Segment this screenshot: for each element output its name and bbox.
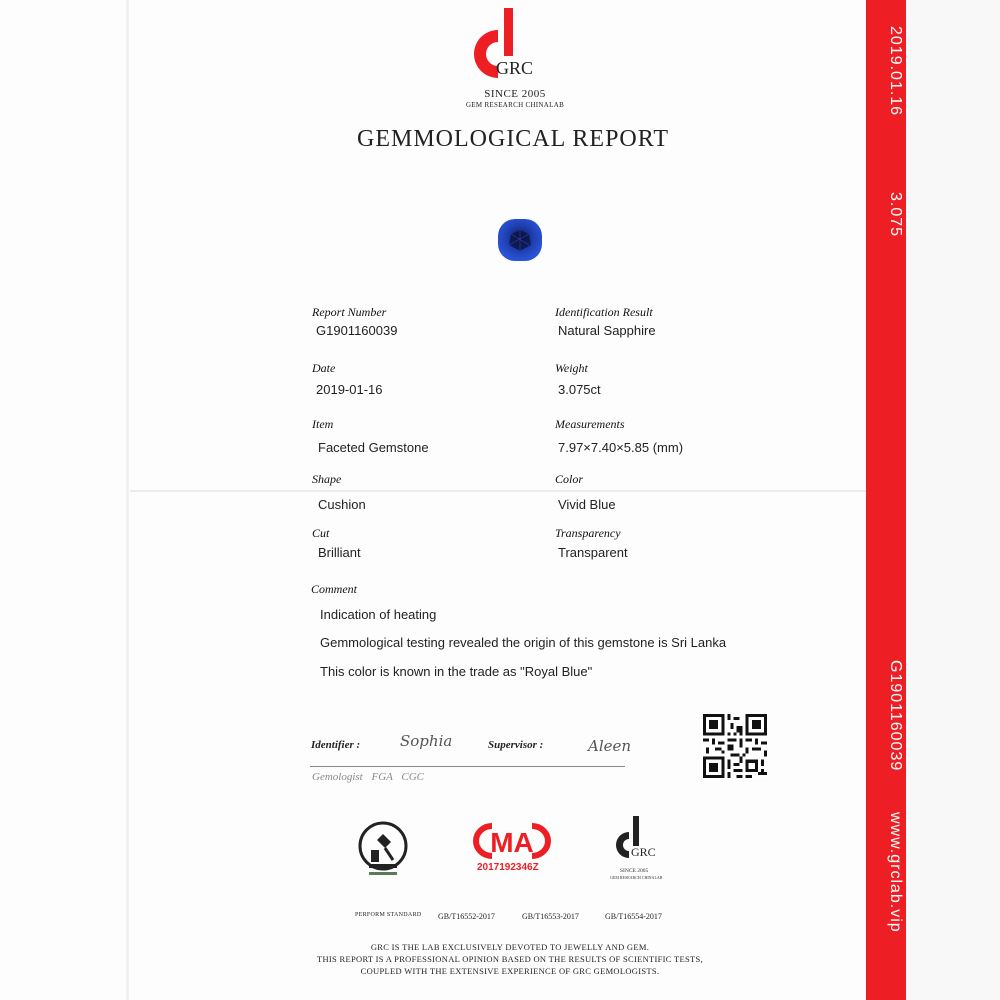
gemologist-credentials: Gemologist FGA CGC bbox=[312, 771, 425, 783]
standards-label: PERFORM STANDARD bbox=[355, 912, 422, 918]
comment-line: This color is known in the trade as "Royal Blue" bbox=[320, 664, 593, 679]
report-number-value: G1901160039 bbox=[316, 323, 398, 338]
footer-line: THIS REPORT IS A PROFESSIONAL OPINION BASED ON THE RESULTS OF SCIENTIFIC TESTS, bbox=[317, 954, 703, 964]
cma-number: 2017192346Z bbox=[477, 862, 539, 873]
footer-line: GRC IS THE LAB EXCLUSIVELY DEVOTED TO JEWELLY AND GEM. bbox=[370, 942, 650, 952]
since-text: SINCE 2005 bbox=[484, 88, 546, 100]
grc-seal-lab: GEM RESEARCH CHINALAB bbox=[610, 875, 663, 880]
measurements-label: Measurements bbox=[555, 417, 625, 431]
standard-item: GB/T16553-2017 bbox=[522, 912, 579, 921]
microscope-seal-icon bbox=[357, 820, 409, 878]
supervisor-signature: Aleen bbox=[588, 737, 632, 755]
standard-item: GB/T16554-2017 bbox=[605, 912, 662, 921]
comment-line: Indication of heating bbox=[320, 607, 437, 622]
page-title: GEMMOLOGICAL REPORT bbox=[356, 126, 669, 152]
comment-line: Gemmological testing revealed the origin of this gemstone is Sri Lanka bbox=[320, 635, 727, 650]
identification-value: Natural Sapphire bbox=[558, 323, 656, 338]
cma-text: MA bbox=[490, 827, 534, 858]
grc-seal-text: GRC bbox=[631, 845, 656, 859]
logo-text: GRC bbox=[496, 58, 534, 78]
supervisor-label: Supervisor : bbox=[488, 739, 544, 751]
band-website[interactable]: www.grclab.vip bbox=[887, 812, 904, 933]
grc-seal-since: SINCE 2005 bbox=[620, 868, 649, 874]
item-label: Item bbox=[312, 417, 334, 431]
signature-line bbox=[310, 766, 625, 767]
transparency-label: Transparency bbox=[555, 526, 621, 540]
date-value: 2019-01-16 bbox=[316, 382, 383, 397]
color-label: Color bbox=[555, 472, 584, 486]
cut-label: Cut bbox=[312, 526, 330, 540]
measurements-value: 7.97×7.40×5.85 (mm) bbox=[558, 440, 684, 455]
band-report-number: G1901160039 bbox=[887, 660, 904, 772]
lab-name: GEM RESEARCH CHINALAB bbox=[465, 101, 565, 109]
shape-value: Cushion bbox=[318, 497, 366, 512]
report-number-label: Report Number bbox=[312, 305, 387, 319]
transparency-value: Transparent bbox=[558, 545, 628, 560]
band-date: 2019.01.16 bbox=[887, 26, 904, 117]
date-label: Date bbox=[312, 361, 336, 375]
band-weight: 3.075 bbox=[887, 192, 904, 238]
qr-code[interactable] bbox=[703, 714, 767, 778]
cma-seal-icon bbox=[470, 822, 554, 860]
grc-seal-icon bbox=[609, 814, 665, 870]
footer-line: COUPLED WITH THE EXTENSIVE EXPERIENCE OF GRC GEMOLOGISTS. bbox=[360, 966, 660, 976]
comment-label: Comment bbox=[311, 582, 357, 596]
standard-item: GB/T16552-2017 bbox=[438, 912, 495, 921]
item-value: Faceted Gemstone bbox=[318, 440, 429, 455]
grc-logo bbox=[458, 6, 548, 88]
weight-label: Weight bbox=[555, 361, 588, 375]
identifier-label: Identifier : bbox=[311, 739, 361, 751]
identifier-signature: Sophia bbox=[400, 732, 453, 750]
cut-value: Brilliant bbox=[318, 545, 361, 560]
shape-label: Shape bbox=[312, 472, 342, 486]
identification-label: Identification Result bbox=[555, 305, 653, 319]
color-value: Vivid Blue bbox=[558, 497, 616, 512]
weight-value: 3.075ct bbox=[558, 382, 601, 397]
gemstone-photo bbox=[497, 218, 543, 262]
